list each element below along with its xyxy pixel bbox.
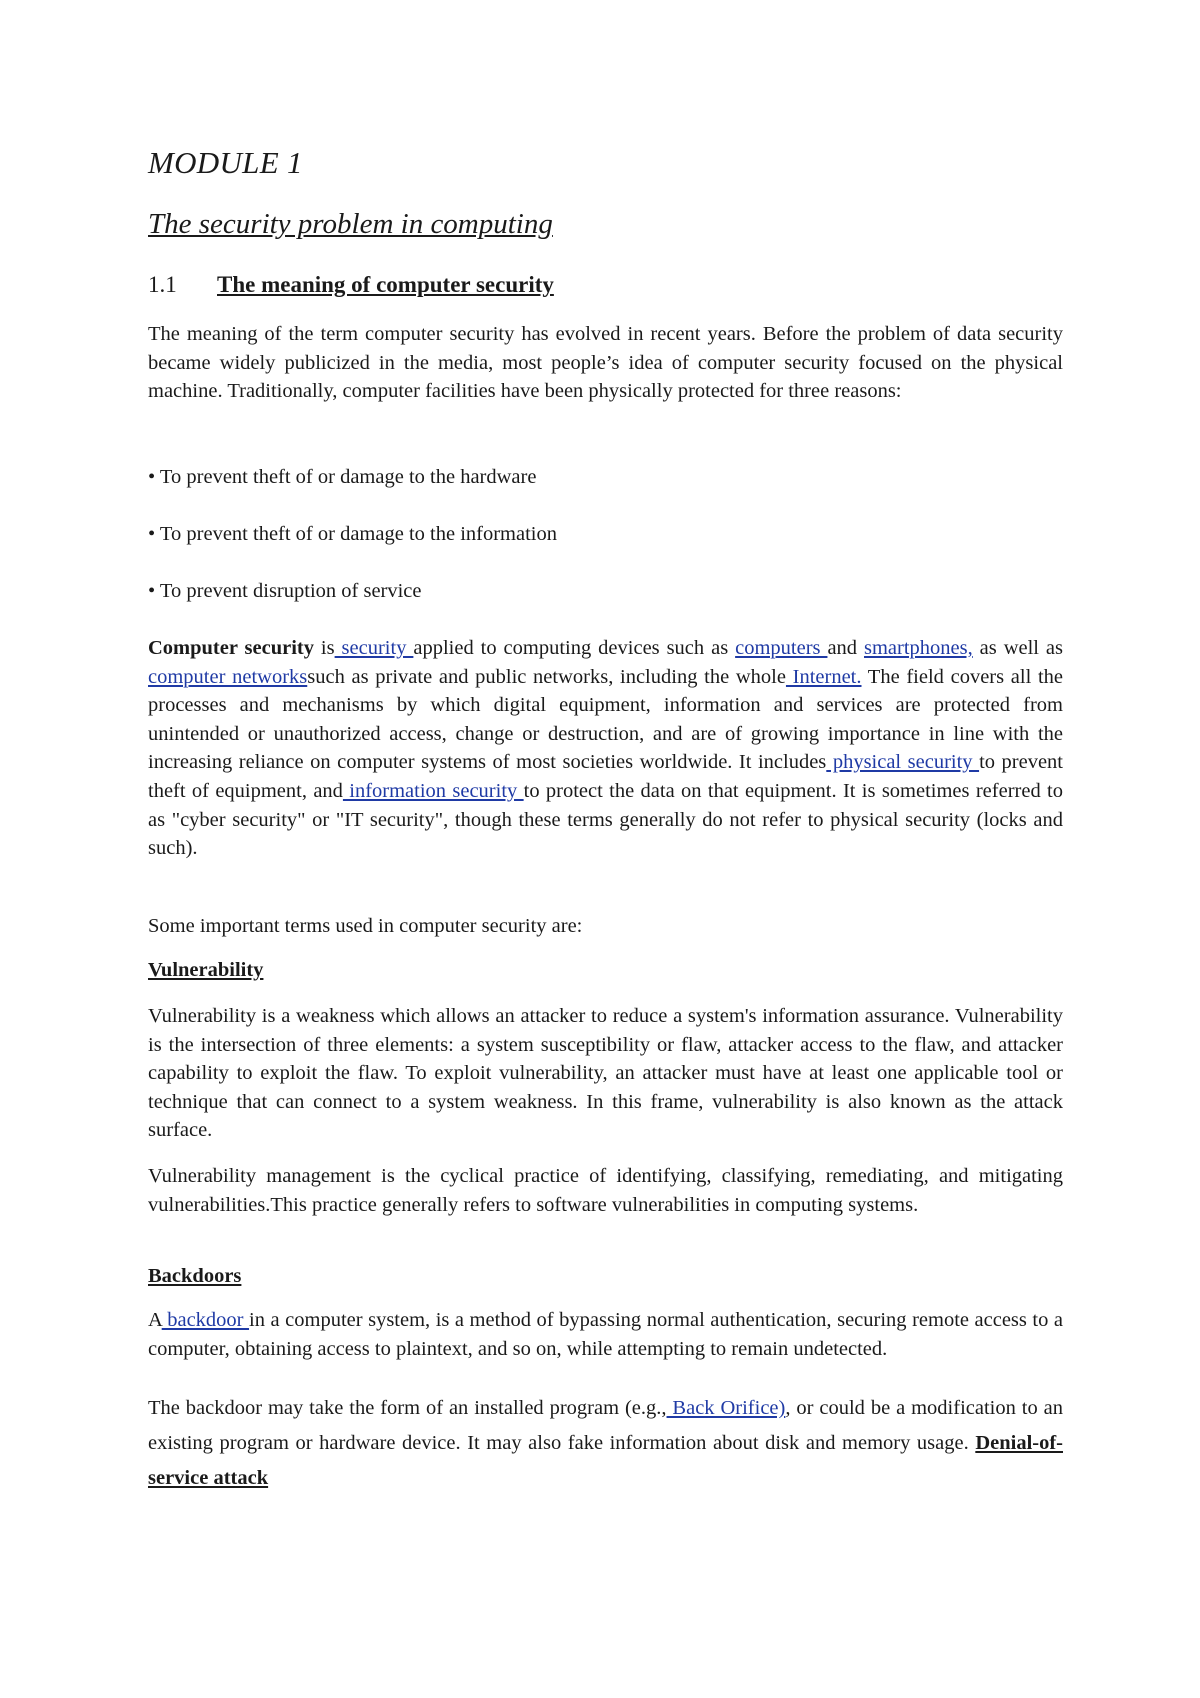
link-back-orifice[interactable]: Back Orifice) (666, 1397, 786, 1419)
section-title: The meaning of computer security (217, 272, 554, 297)
section-heading (148, 272, 554, 298)
backdoor-paragraph: A backdoor in a computer system, is a method of bypassing normal authentication, securing remote access to a computer, obtaining access to plaintext, and so on, while attempting to remain undetected. (148, 1309, 1063, 1360)
bullet-item: • To prevent theft of or damage to the information (148, 523, 557, 545)
term-computer-security: Computer security (148, 637, 314, 659)
link-backdoor[interactable]: backdoor (161, 1309, 250, 1331)
link-physical-security[interactable]: physical security (826, 751, 980, 774)
computer-security-paragraph: Computer security is security applied to computing devices such as computers and smartphones, as well as computer networkssuch as private and public networks, including the whole Internet. The field covers all the processes and mechanisms by which digital equipment, information and services are protected from unintended or unauthorized access, change or destruction, and are of growing importance in line with the increasing reliance on computer systems of most societies worldwide. It includes physical security to prevent theft of equipment, and information security to protect the data on that equipment. It is sometimes referred to as "cyber security" or "IT security", though these terms generally do not refer to physical security (locks and such). (148, 637, 1064, 860)
terms-intro: Some important terms used in computer security are: (148, 915, 583, 937)
link-internet[interactable]: Internet. (785, 665, 862, 688)
bullet-item: • To prevent disruption of service (148, 580, 422, 602)
link-computer-networks[interactable]: computer networks (148, 665, 308, 688)
link-security[interactable]: security (334, 637, 414, 659)
backdoor-form-paragraph: The backdoor may take the form of an installed program (e.g., Back Orifice), or could be a modification to an existing program or hardware device. It may also fake information about disk and memory usage. Denial-of-service attack (148, 1397, 1063, 1489)
backdoors-heading: Backdoors (148, 1265, 242, 1287)
module-title: MODULE 1 (148, 145, 303, 180)
intro-paragraph: The meaning of the term computer security has evolved in recent years. Before the problem of data security became widely publicized in the media, most people’s idea of computer security focused on the physical machine. Traditionally, computer facilities have been physically protected for three reasons: (148, 323, 1063, 403)
link-smartphones[interactable]: smartphones, (864, 637, 973, 659)
link-computers[interactable]: computers (735, 637, 828, 659)
module-subtitle: The security problem in computing (148, 208, 553, 240)
vulnerability-heading: Vulnerability (148, 959, 264, 981)
vulnerability-management-paragraph: Vulnerability management is the cyclical practice of identifying, classifying, remediating, and mitigating vulnerabilities.This practice generally refers to software vulnerabilities in computing systems. (148, 1165, 1063, 1216)
section-number: 1.1 (148, 272, 177, 297)
bullet-item: • To prevent theft of or damage to the hardware (148, 466, 537, 488)
vulnerability-paragraph: Vulnerability is a weakness which allows an attacker to reduce a system's information assurance. Vulnerability is the intersection of three elements: a system susceptibility or flaw, attacker access to the flaw, and attacker capability to exploit the flaw. To exploit vulnerability, an attacker must have at least one applicable tool or technique that can connect to a system weakness. In this frame, vulnerability is also known as the attack surface. (148, 1005, 1063, 1142)
link-information-security[interactable]: information security (342, 779, 524, 802)
denial-of-service-heading: Denial-of-service attack (148, 1432, 1063, 1489)
